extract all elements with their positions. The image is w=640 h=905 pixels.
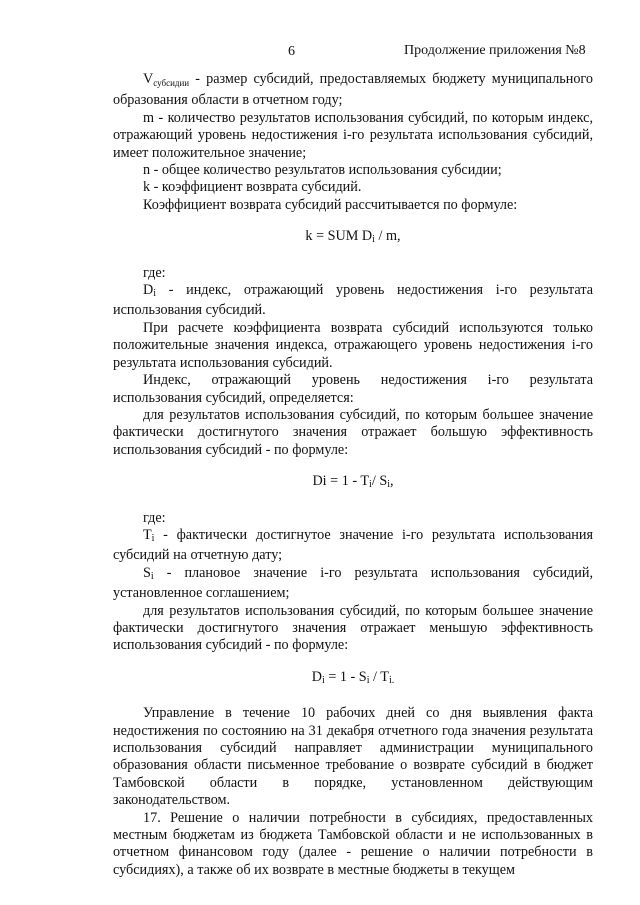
- document-body: [113, 71, 593, 879]
- paragraph-where-1: где:: [143, 264, 166, 281]
- paragraph-calc-note: При расчете коэффициента возврата субсидий используются только положительные значения индекса, отражающего уровень недостижения i-го результата использования субсидий.: [113, 319, 593, 371]
- appendix-continuation-note: Продолжение приложения №8: [404, 43, 586, 58]
- paragraph-index-definition: Индекс, отражающий уровень недостижения i-го результата использования субсидий, определяется:: [113, 372, 593, 406]
- paragraph-v-definition: [113, 71, 593, 110]
- paragraph-n-definition: n - общее количество результатов использования субсидии;: [143, 162, 502, 179]
- formula-di-2: $D_i = 1 - S_i / T_{i.}$: [311, 668, 395, 686]
- formula-di-1: $Di = 1 - T_i/$ $S_i$,: [312, 473, 394, 491]
- v-definition-text: - размер субсидий, предоставляемых бюджету муниципального образования области в отчетном году;: [113, 71, 593, 109]
- paragraph-s-definition: $S_i$ - плановое значение i-го результата использования субсидий, установленное соглашением;: [113, 564, 593, 602]
- paragraph-item-17: 17. Решение о наличии потребности в субсидиях, предоставленных местным бюджетам из бюджета Тамбовской области и не использованных в отчетном финансовом году (далее - решение о наличии потребности в субсидиях), а также об их возврате в местные бюджеты в текущем: [113, 809, 593, 878]
- v-symbol: V: [143, 71, 154, 87]
- paragraph-t-definition: $T_i$ - фактически достигнутое значение i-го результата использования субсидий на отчетную дату;: [113, 526, 593, 564]
- paragraph-k-definition: k - коэффициент возврата субсидий.: [143, 179, 362, 196]
- paragraph-management-requirement: Управление в течение 10 рабочих дней со дня выявления факта недостижения по состоянию на 31 декабря отчетного года значения результата использования субсидий направляет администрации муниципального образования области письменное требование о возврате субсидий в бюджет Тамбовской области в порядке, установленном действующим законодательством.: [113, 705, 593, 809]
- paragraph-case-1: для результатов использования субсидий, по которым большее значение фактически достигнутого значения отражает большую эффективность использования субсидий - по формуле:: [113, 406, 593, 458]
- page-number: 6: [288, 44, 295, 59]
- paragraph-d-definition: $D_i$ - индекс, отражающий уровень недостижения i-го результата использования субсидий.: [113, 282, 593, 319]
- paragraph-case-2: для результатов использования субсидий, по которым большее значение фактически достигнутого значения отражает меньшую эффективность использования субсидий - по формуле:: [113, 602, 593, 654]
- v-subscript: субсидии: [153, 78, 190, 88]
- paragraph-k-intro: Коэффициент возврата субсидий рассчитывается по формуле:: [143, 196, 518, 213]
- paragraph-m-definition: m - количество результатов использования субсидий, по которым индекс, отражающий уровень недостижения i-го результата использования субсидий, имеет положительное значение;: [113, 109, 593, 161]
- formula-k: k = SUM $D_i$ / m,: [305, 228, 401, 246]
- paragraph-where-2: где:: [143, 509, 166, 526]
